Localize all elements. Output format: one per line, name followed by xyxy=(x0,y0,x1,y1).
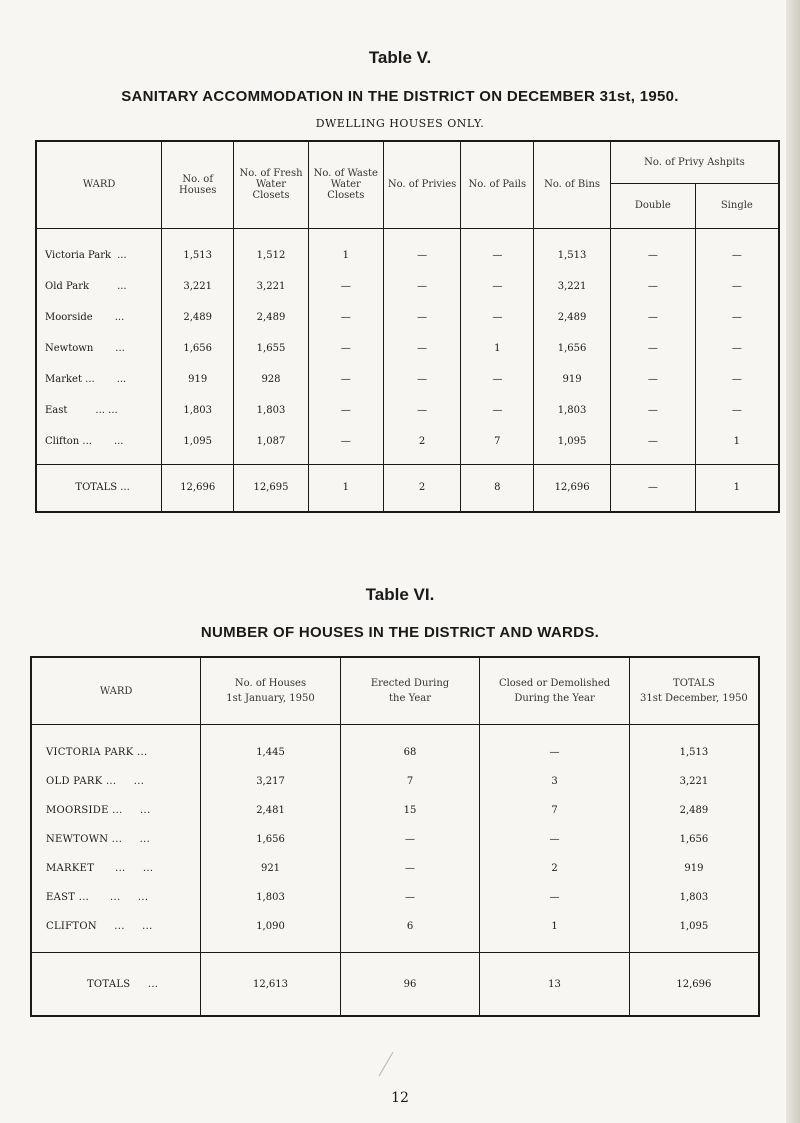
col-header-houses-jan xyxy=(201,657,341,725)
cell-single: — xyxy=(695,302,779,333)
table-row xyxy=(31,825,759,854)
cell-pails: 7 xyxy=(461,426,534,465)
cell-houses: 2,489 xyxy=(162,302,234,333)
ward-name: MOORSIDE ... ... xyxy=(31,796,201,825)
cell-privies: — xyxy=(383,271,461,302)
cell-houses-jan: 1,803 xyxy=(201,883,341,912)
cell-pails: — xyxy=(461,395,534,426)
totals-label: TOTALS ... xyxy=(36,464,162,512)
total-privies: 2 xyxy=(383,464,461,512)
page-number: 12 xyxy=(391,1090,409,1106)
cell-double: — xyxy=(610,302,695,333)
cell-bins: 919 xyxy=(534,364,611,395)
cell-waste-wc: — xyxy=(308,302,383,333)
cell-houses-jan: 1,656 xyxy=(201,825,341,854)
cell-total: 1,513 xyxy=(629,725,759,768)
cell-closed: 3 xyxy=(480,767,630,796)
total-double: — xyxy=(610,464,695,512)
table-row xyxy=(31,912,759,953)
cell-total: 919 xyxy=(629,854,759,883)
table-row xyxy=(36,228,779,271)
total-houses: 12,696 xyxy=(162,464,234,512)
stray-pencil-mark xyxy=(377,1050,395,1078)
cell-double: — xyxy=(610,271,695,302)
cell-privies: — xyxy=(383,228,461,271)
table-row xyxy=(36,426,779,465)
cell-pails: — xyxy=(461,302,534,333)
cell-bins: 1,656 xyxy=(534,333,611,364)
cell-double: — xyxy=(610,426,695,465)
total-pails: 8 xyxy=(461,464,534,512)
cell-closed: 1 xyxy=(480,912,630,953)
ward-name: Old Park xyxy=(45,280,90,292)
table-row xyxy=(31,796,759,825)
table5-title: Table V. xyxy=(368,48,432,67)
cell-total: 1,656 xyxy=(629,825,759,854)
totals-label: TOTALS ... xyxy=(31,953,201,1017)
cell-erected: 15 xyxy=(340,796,480,825)
ward-name: Newtown xyxy=(45,342,94,354)
col-header-waste-wc: No. of Waste Water Closets xyxy=(308,141,383,228)
cell-houses: 3,221 xyxy=(162,271,234,302)
cell-houses: 1,513 xyxy=(162,228,234,271)
leader-dots: ... xyxy=(117,249,127,261)
cell-total: 3,221 xyxy=(629,767,759,796)
ward-name: Market ... xyxy=(45,373,95,385)
cell-double: — xyxy=(610,395,695,426)
header-line: Closed or Demolished xyxy=(498,678,611,689)
cell-double: — xyxy=(610,228,695,271)
table-row xyxy=(36,364,779,395)
col-header-ashpits: No. of Privy Ashpits xyxy=(610,141,779,183)
header-line: TOTALS xyxy=(673,678,715,689)
ward-name: OLD PARK ... ... xyxy=(31,767,201,796)
cell-single: — xyxy=(695,364,779,395)
cell-privies: — xyxy=(383,364,461,395)
leader-dots: ... ... xyxy=(95,404,118,416)
total-bins: 12,696 xyxy=(534,464,611,512)
header-line: 31st December, 1950 xyxy=(640,693,748,704)
cell-erected: — xyxy=(340,854,480,883)
ward-name: Moorside xyxy=(45,311,93,323)
cell-erected: — xyxy=(340,883,480,912)
header-line: the Year xyxy=(389,693,431,704)
cell-closed: — xyxy=(480,825,630,854)
cell-houses-jan: 1,090 xyxy=(201,912,341,953)
ward-name: CLIFTON ... ... xyxy=(31,912,201,953)
table6-heading: NUMBER OF HOUSES IN THE DISTRICT AND WARDS. xyxy=(200,624,600,641)
header-line: No. of Houses xyxy=(234,678,307,689)
leader-dots: ... xyxy=(114,311,125,323)
total-total: 12,696 xyxy=(629,953,759,1017)
cell-total: 1,095 xyxy=(629,912,759,953)
cell-houses: 1,095 xyxy=(162,426,234,465)
col-header-privies: No. of Privies xyxy=(383,141,461,228)
cell-double: — xyxy=(610,364,695,395)
table5-subheading: DWELLING HOUSES ONLY. xyxy=(315,117,485,130)
cell-houses-jan: 921 xyxy=(201,854,341,883)
col-header-pails: No. of Pails xyxy=(461,141,534,228)
cell-total: 1,803 xyxy=(629,883,759,912)
total-houses-jan: 12,613 xyxy=(201,953,341,1017)
col-header-ward: WARD xyxy=(36,141,162,228)
cell-single: — xyxy=(695,333,779,364)
header-line: Erected During xyxy=(370,678,450,689)
cell-fresh-wc: 928 xyxy=(234,364,309,395)
cell-houses: 919 xyxy=(162,364,234,395)
cell-pails: — xyxy=(461,364,534,395)
cell-fresh-wc: 1,803 xyxy=(234,395,309,426)
cell-single: — xyxy=(695,395,779,426)
table-row xyxy=(31,883,759,912)
col-header-totals xyxy=(629,657,759,725)
cell-bins: 1,095 xyxy=(534,426,611,465)
cell-closed: — xyxy=(480,725,630,768)
cell-waste-wc: — xyxy=(308,426,383,465)
cell-single: — xyxy=(695,271,779,302)
cell-privies: — xyxy=(383,395,461,426)
table6-title: Table VI. xyxy=(365,585,435,604)
cell-privies: — xyxy=(383,333,461,364)
cell-bins: 1,803 xyxy=(534,395,611,426)
cell-bins: 3,221 xyxy=(534,271,611,302)
ward-name: MARKET ... ... xyxy=(31,854,201,883)
leader-dots: ... xyxy=(115,342,125,354)
cell-privies: 2 xyxy=(383,426,461,465)
cell-bins: 1,513 xyxy=(534,228,611,271)
table-row xyxy=(36,395,779,426)
col-header-ward: WARD xyxy=(31,657,201,725)
cell-waste-wc: — xyxy=(308,364,383,395)
ward-name: East xyxy=(45,404,68,416)
table-row xyxy=(36,271,779,302)
cell-houses: 1,803 xyxy=(162,395,234,426)
ward-name: NEWTOWN ... ... xyxy=(31,825,201,854)
table-row xyxy=(31,854,759,883)
cell-bins: 2,489 xyxy=(534,302,611,333)
leader-dots: ... xyxy=(113,435,124,447)
total-fresh-wc: 12,695 xyxy=(234,464,309,512)
cell-single: 1 xyxy=(695,426,779,465)
cell-fresh-wc: 1,655 xyxy=(234,333,309,364)
col-header-bins: No. of Bins xyxy=(534,141,611,228)
leader-dots: ... xyxy=(117,280,127,292)
cell-erected: 7 xyxy=(340,767,480,796)
table-row xyxy=(36,333,779,364)
table-row xyxy=(31,725,759,768)
col-header-erected xyxy=(340,657,480,725)
cell-waste-wc: — xyxy=(308,395,383,426)
cell-houses-jan: 2,481 xyxy=(201,796,341,825)
cell-closed: 7 xyxy=(480,796,630,825)
cell-erected: 68 xyxy=(340,725,480,768)
header-line: During the Year xyxy=(514,693,595,704)
cell-houses-jan: 1,445 xyxy=(201,725,341,768)
cell-houses: 1,656 xyxy=(162,333,234,364)
col-header-houses: No. of Houses xyxy=(162,141,234,228)
cell-total: 2,489 xyxy=(629,796,759,825)
cell-erected: 6 xyxy=(340,912,480,953)
cell-waste-wc: — xyxy=(308,271,383,302)
total-single: 1 xyxy=(695,464,779,512)
ward-name: Clifton ... xyxy=(45,435,92,447)
cell-fresh-wc: 3,221 xyxy=(234,271,309,302)
leader-dots: ... xyxy=(116,373,127,385)
cell-houses-jan: 3,217 xyxy=(201,767,341,796)
sanitary-accommodation-table xyxy=(35,140,780,513)
total-erected: 96 xyxy=(340,953,480,1017)
totals-row xyxy=(36,464,779,512)
col-header-double: Double xyxy=(610,183,695,228)
cell-fresh-wc: 1,512 xyxy=(234,228,309,271)
table5-heading: SANITARY ACCOMMODATION IN THE DISTRICT ON DECEMBER 31st, 1950. xyxy=(121,88,679,105)
cell-pails: 1 xyxy=(461,333,534,364)
total-closed: 13 xyxy=(480,953,630,1017)
houses-by-ward-table xyxy=(30,656,760,1017)
ward-name: VICTORIA PARK ... xyxy=(31,725,201,768)
cell-closed: 2 xyxy=(480,854,630,883)
totals-row xyxy=(31,953,759,1017)
table-row xyxy=(36,302,779,333)
cell-single: — xyxy=(695,228,779,271)
page-edge-shadow xyxy=(786,0,800,1123)
cell-closed: — xyxy=(480,883,630,912)
cell-fresh-wc: 1,087 xyxy=(234,426,309,465)
cell-waste-wc: — xyxy=(308,333,383,364)
cell-double: — xyxy=(610,333,695,364)
cell-privies: — xyxy=(383,302,461,333)
header-line: 1st January, 1950 xyxy=(226,693,315,704)
total-waste-wc: 1 xyxy=(308,464,383,512)
cell-erected: — xyxy=(340,825,480,854)
col-header-closed xyxy=(480,657,630,725)
ward-name: Victoria Park xyxy=(45,249,112,261)
table-row xyxy=(31,767,759,796)
cell-waste-wc: 1 xyxy=(308,228,383,271)
col-header-single: Single xyxy=(695,183,779,228)
col-header-fresh-wc: No. of Fresh Water Closets xyxy=(234,141,309,228)
ward-name: EAST ... ... ... xyxy=(31,883,201,912)
cell-fresh-wc: 2,489 xyxy=(234,302,309,333)
cell-pails: — xyxy=(461,271,534,302)
cell-pails: — xyxy=(461,228,534,271)
